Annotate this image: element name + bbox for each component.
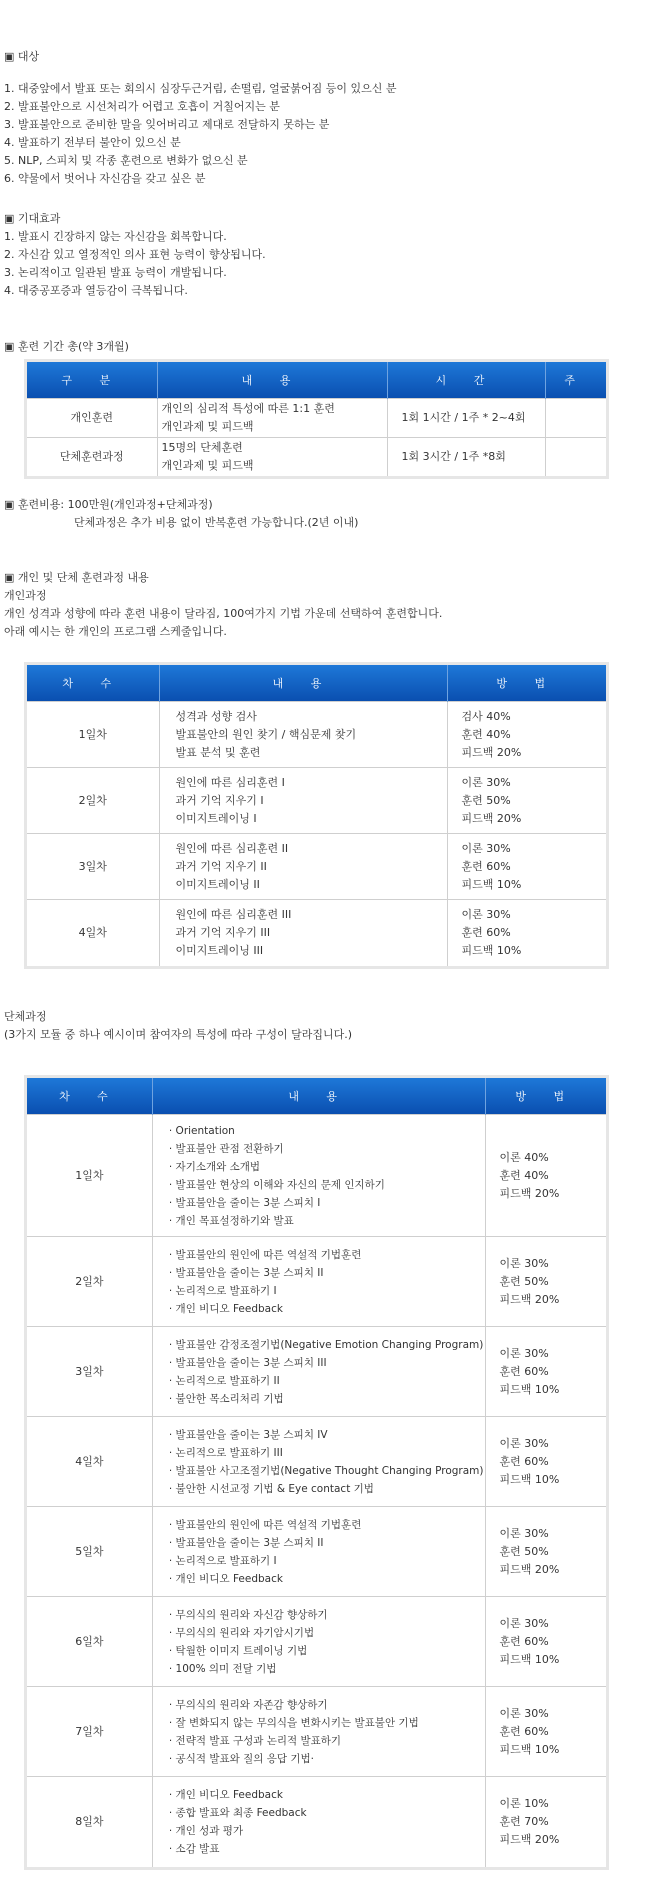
personal-day: 3일차 xyxy=(27,834,159,900)
personal-content xyxy=(159,834,447,900)
personal-content xyxy=(159,768,447,834)
group-method-line: 훈련 60% xyxy=(499,1634,549,1648)
cost-line2: 단체과정은 추가 비용 없이 반복훈련 가능합니다.(2년 이내) xyxy=(74,516,359,529)
group-content xyxy=(152,1777,485,1867)
group-method xyxy=(485,1237,606,1327)
group-content-line: · 소감 발표 xyxy=(168,1842,220,1855)
group-method-line: 피드백 10% xyxy=(499,1382,560,1396)
period-col-note: 주 xyxy=(545,362,606,399)
personal-content-line: 과거 기억 지우기 III xyxy=(175,925,271,939)
course-heading: ▣ 개인 및 단체 훈련과정 내용 xyxy=(4,571,149,584)
effects-list xyxy=(4,228,266,300)
group-method-line: 훈련 50% xyxy=(499,1274,549,1288)
group-method-line: 피드백 10% xyxy=(499,1742,560,1756)
personal-method-line: 훈련 60% xyxy=(461,925,511,939)
period-col-content: 내 용 xyxy=(157,362,387,399)
period-note xyxy=(545,438,606,477)
group-content-line: · 개인 비디오 Feedback xyxy=(168,1788,283,1801)
group-row xyxy=(27,1327,606,1417)
personal-method-line: 피드백 10% xyxy=(461,943,522,957)
personal-method-line: 이론 30% xyxy=(461,775,511,789)
group-method xyxy=(485,1687,606,1777)
group-content-line: · 발표불안을 줄이는 3분 스피치 I xyxy=(168,1196,321,1209)
personal-table-header xyxy=(27,665,606,702)
period-type: 단체훈련과정 xyxy=(27,438,157,477)
group-method xyxy=(485,1507,606,1597)
personal-title: 개인과정 xyxy=(4,589,47,602)
group-method-line: 훈련 50% xyxy=(499,1544,549,1558)
group-day: 6일차 xyxy=(27,1597,152,1687)
personal-content xyxy=(159,702,447,768)
personal-method-line: 이론 30% xyxy=(461,907,511,921)
personal-method-line: 피드백 20% xyxy=(461,811,522,825)
group-method-line: 훈련 40% xyxy=(499,1168,549,1182)
group-section xyxy=(4,1008,352,1044)
group-col-method: 방 법 xyxy=(485,1078,606,1115)
group-content-line: · 공식적 발표와 질의 응답 기법· xyxy=(168,1752,314,1765)
target-heading: ▣ 대상 xyxy=(4,50,40,63)
period-table xyxy=(27,362,606,476)
group-content-line: · 발표불안을 줄이는 3분 스피치 II xyxy=(168,1266,324,1279)
group-method xyxy=(485,1597,606,1687)
personal-method xyxy=(447,900,606,966)
group-method-line: 훈련 60% xyxy=(499,1454,549,1468)
period-content xyxy=(157,438,387,477)
period-row xyxy=(27,438,606,477)
group-col-day: 차 수 xyxy=(27,1078,152,1115)
effects-item: 1. 발표시 긴장하지 않는 자신감을 회복합니다. xyxy=(4,230,227,243)
effects-item: 4. 대중공포증과 열등감이 극복됩니다. xyxy=(4,284,188,297)
course-section xyxy=(4,569,442,641)
group-content xyxy=(152,1597,485,1687)
group-method xyxy=(485,1417,606,1507)
effects-heading: ▣ 기대효과 xyxy=(4,212,61,225)
personal-row xyxy=(27,900,606,966)
effects-section xyxy=(4,210,266,300)
period-col-type: 구 분 xyxy=(27,362,157,399)
period-note xyxy=(545,399,606,438)
personal-table xyxy=(27,665,606,966)
group-method-line: 이론 30% xyxy=(499,1346,549,1360)
group-content-line: · 자기소개와 소개법 xyxy=(168,1160,261,1173)
personal-method-line: 훈련 50% xyxy=(461,793,511,807)
group-content-line: · 불안한 목소리처리 기법 xyxy=(168,1392,284,1405)
group-method-line: 이론 30% xyxy=(499,1436,549,1450)
group-content-line: · 발표불안을 줄이는 3분 스피치 III xyxy=(168,1356,327,1369)
group-content-line: · 발표불안 감정조절기법(Negative Emotion Changing Program) xyxy=(168,1338,484,1351)
group-method-line: 이론 30% xyxy=(499,1616,549,1630)
group-row xyxy=(27,1507,606,1597)
group-content-line: · 무의식의 원리와 자존감 향상하기 xyxy=(168,1698,328,1711)
period-section xyxy=(4,338,129,356)
group-content-line: · 전략적 발표 구성과 논리적 발표하기 xyxy=(168,1734,342,1747)
group-row xyxy=(27,1417,606,1507)
target-item: 2. 발표불안으로 시선처리가 어렵고 호흡이 거칠어지는 분 xyxy=(4,100,280,113)
group-day: 3일차 xyxy=(27,1327,152,1417)
personal-col-method: 방 법 xyxy=(447,665,606,702)
personal-method-line: 검사 40% xyxy=(461,709,511,723)
cost-line1: ▣ 훈련비용: 100만원(개인과정+단체과정) xyxy=(4,498,213,511)
group-title: 단체과정 xyxy=(4,1010,47,1023)
group-method xyxy=(485,1777,606,1867)
period-heading: ▣ 훈련 기간 총(약 3개월) xyxy=(4,340,129,353)
group-method-line: 이론 40% xyxy=(499,1150,549,1164)
group-day: 1일차 xyxy=(27,1115,152,1237)
group-content-line: · 탁월한 이미지 트레이닝 기법 xyxy=(168,1644,308,1657)
target-item: 6. 약물에서 벗어나 자신감을 갖고 싶은 분 xyxy=(4,172,206,185)
personal-day: 4일차 xyxy=(27,900,159,966)
group-content-line: · 발표불안을 줄이는 3분 스피치 II xyxy=(168,1536,324,1549)
period-time: 1회 3시간 / 1주 *8회 xyxy=(387,438,545,477)
group-content-line: · 불안한 시선교정 기법 & Eye contact 기법 xyxy=(168,1482,374,1495)
group-content-line: · 발표불안을 줄이는 3분 스피치 IV xyxy=(168,1428,328,1441)
group-table-header xyxy=(27,1078,606,1115)
group-content-line: · 종합 발표와 최종 Feedback xyxy=(168,1806,307,1819)
group-method-line: 이론 30% xyxy=(499,1526,549,1540)
personal-row xyxy=(27,768,606,834)
group-col-content: 내 용 xyxy=(152,1078,485,1115)
group-content xyxy=(152,1327,485,1417)
group-content-line: · 발표불안 사고조절기법(Negative Thought Changing Program) xyxy=(168,1464,484,1477)
group-content-line: · 100% 의미 전달 기법 xyxy=(168,1662,277,1675)
personal-content-line: 원인에 따른 심리훈련 III xyxy=(175,907,292,921)
group-content-line: · 무의식의 원리와 자기암시기법 xyxy=(168,1626,315,1639)
personal-method-line: 훈련 60% xyxy=(461,859,511,873)
group-content xyxy=(152,1687,485,1777)
group-method-line: 피드백 10% xyxy=(499,1652,560,1666)
personal-day: 1일차 xyxy=(27,702,159,768)
group-method-line: 이론 30% xyxy=(499,1706,549,1720)
group-content-line: · 개인 비디오 Feedback xyxy=(168,1302,283,1315)
group-method-line: 이론 30% xyxy=(499,1256,549,1270)
personal-day: 2일차 xyxy=(27,768,159,834)
group-desc: (3가지 모듈 중 하나 예시이며 참여자의 특성에 따라 구성이 달라집니다.) xyxy=(4,1028,353,1041)
group-day: 8일차 xyxy=(27,1777,152,1867)
group-method xyxy=(485,1115,606,1237)
group-content xyxy=(152,1115,485,1237)
personal-content-line: 성격과 성향 검사 xyxy=(175,709,257,723)
group-content-line: · 논리적으로 발표하기 I xyxy=(168,1554,277,1567)
group-row xyxy=(27,1777,606,1867)
group-content-line: · 논리적으로 발표하기 II xyxy=(168,1374,280,1387)
period-col-time: 시 간 xyxy=(387,362,545,399)
group-content-line: · 논리적으로 발표하기 I xyxy=(168,1284,277,1297)
period-content-line: 개인과제 및 피드백 xyxy=(161,459,254,472)
period-content-line: 개인의 심리적 특성에 따른 1:1 훈련 xyxy=(161,402,335,415)
cost-section xyxy=(4,496,358,532)
group-method-line: 이론 10% xyxy=(499,1796,549,1810)
group-content-line: · 발표불안 관점 전환하기 xyxy=(168,1142,284,1155)
group-content-line: · 발표불안의 원인에 따른 역설적 기법훈련 xyxy=(168,1518,362,1531)
group-content-line: · Orientation xyxy=(168,1124,235,1137)
group-method-line: 훈련 60% xyxy=(499,1364,549,1378)
group-content-line: · 개인 비디오 Feedback xyxy=(168,1572,283,1585)
personal-content-line: 과거 기억 지우기 I xyxy=(175,793,264,807)
group-content xyxy=(152,1417,485,1507)
group-method-line: 피드백 20% xyxy=(499,1562,560,1576)
group-method-line: 훈련 70% xyxy=(499,1814,549,1828)
personal-row xyxy=(27,834,606,900)
period-content-line: 15명의 단체훈련 xyxy=(161,441,243,454)
group-method-line: 피드백 20% xyxy=(499,1186,560,1200)
personal-method xyxy=(447,834,606,900)
group-content xyxy=(152,1237,485,1327)
personal-col-content: 내 용 xyxy=(159,665,447,702)
personal-method-line: 피드백 20% xyxy=(461,745,522,759)
group-content-line: · 발표불안의 원인에 따른 역설적 기법훈련 xyxy=(168,1248,362,1261)
personal-content-line: 발표불안의 원인 찾기 / 핵심문제 찾기 xyxy=(175,727,357,741)
personal-content-line: 원인에 따른 심리훈련 I xyxy=(175,775,285,789)
group-content-line: · 개인 목표설정하기와 발표 xyxy=(168,1214,294,1227)
group-row xyxy=(27,1237,606,1327)
personal-content-line: 이미지트레이닝 II xyxy=(175,877,260,891)
group-row xyxy=(27,1115,606,1237)
group-content-line: · 무의식의 원리와 자신감 향상하기 xyxy=(168,1608,328,1621)
personal-desc-2: 아래 예시는 한 개인의 프로그램 스케줄입니다. xyxy=(4,625,227,638)
personal-method-line: 훈련 40% xyxy=(461,727,511,741)
group-method-line: 훈련 60% xyxy=(499,1724,549,1738)
group-day: 7일차 xyxy=(27,1687,152,1777)
target-item: 1. 대중앞에서 발표 또는 회의시 심장두근거림, 손떨림, 얼굴붉어짐 등이 있으신 분 xyxy=(4,82,397,95)
personal-method-line: 피드백 10% xyxy=(461,877,522,891)
group-day: 4일차 xyxy=(27,1417,152,1507)
personal-content-line: 발표 분석 및 훈련 xyxy=(175,745,261,759)
period-table-header xyxy=(27,362,606,399)
target-item: 5. NLP, 스피치 및 각종 훈련으로 변화가 없으신 분 xyxy=(4,154,248,167)
group-content-line: · 발표불안 현상의 이해와 자신의 문제 인지하기 xyxy=(168,1178,385,1191)
personal-method-line: 이론 30% xyxy=(461,841,511,855)
personal-method xyxy=(447,702,606,768)
group-method-line: 피드백 10% xyxy=(499,1472,560,1486)
group-content-line: · 잘 변화되지 않는 무의식을 변화시키는 발표불안 기법 xyxy=(168,1716,419,1729)
group-day: 5일차 xyxy=(27,1507,152,1597)
group-content-line: · 논리적으로 발표하기 III xyxy=(168,1446,283,1459)
effects-item: 3. 논리적이고 일관된 발표 능력이 개발됩니다. xyxy=(4,266,227,279)
group-table xyxy=(27,1078,606,1867)
group-method xyxy=(485,1327,606,1417)
group-method-line: 피드백 20% xyxy=(499,1292,560,1306)
personal-col-day: 차 수 xyxy=(27,665,159,702)
period-time: 1회 1시간 / 1주 * 2~4회 xyxy=(387,399,545,438)
personal-content-line: 이미지트레이닝 III xyxy=(175,943,264,957)
target-section xyxy=(4,48,396,188)
personal-row xyxy=(27,702,606,768)
personal-content xyxy=(159,900,447,966)
personal-desc-1: 개인 성격과 성향에 따라 훈련 내용이 달라짐, 100여가지 기법 가운데 선택하여 훈련합니다. xyxy=(4,607,443,620)
group-row xyxy=(27,1687,606,1777)
group-content-line: · 개인 성과 평가 xyxy=(168,1824,244,1837)
personal-content-line: 원인에 따른 심리훈련 II xyxy=(175,841,289,855)
period-type: 개인훈련 xyxy=(27,399,157,438)
effects-item: 2. 자신감 있고 열정적인 의사 표현 능력이 향상됩니다. xyxy=(4,248,266,261)
personal-content-line: 이미지트레이닝 I xyxy=(175,811,257,825)
target-list xyxy=(4,80,396,188)
period-row xyxy=(27,399,606,438)
period-content xyxy=(157,399,387,438)
group-row xyxy=(27,1597,606,1687)
personal-method xyxy=(447,768,606,834)
target-item: 4. 발표하기 전부터 불안이 있으신 분 xyxy=(4,136,181,149)
group-content xyxy=(152,1507,485,1597)
personal-content-line: 과거 기억 지우기 II xyxy=(175,859,267,873)
group-method-line: 피드백 20% xyxy=(499,1832,560,1846)
target-item: 3. 발표불안으로 준비한 말을 잊어버리고 제대로 전달하지 못하는 분 xyxy=(4,118,330,131)
group-day: 2일차 xyxy=(27,1237,152,1327)
period-content-line: 개인과제 및 피드백 xyxy=(161,420,254,433)
